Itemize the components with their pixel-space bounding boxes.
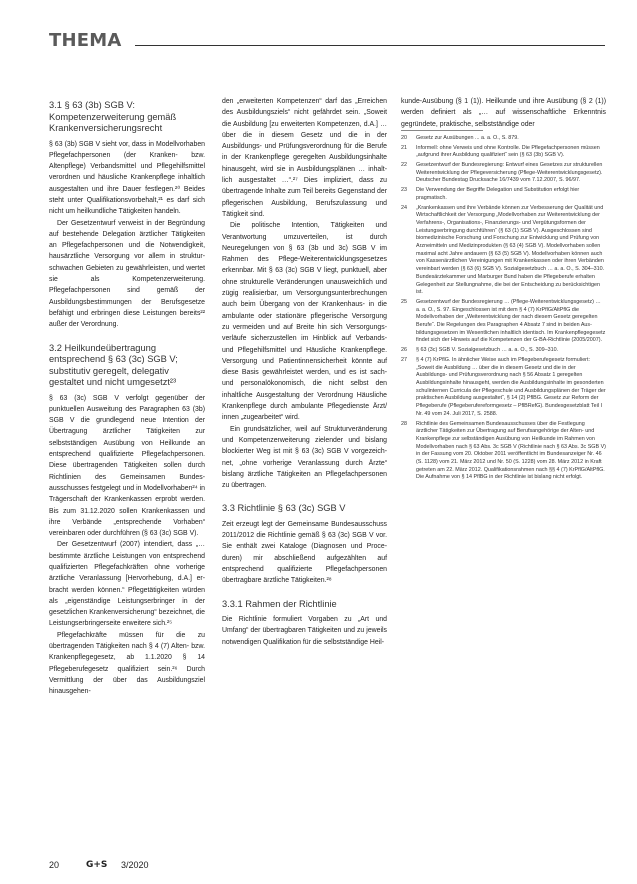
footnote: 21 Informell: ohne Verweis und ohne Kontrolle. Die Pflegefachpersonen müssen „aufgrund ihrer Ausbildung qualifiziert“ sein (§ 63 (3b) SGB V). <box>401 144 600 159</box>
footnote: 28 Richtlinie des Gemeinsamen Bundesausschusses über die Festlegung ärztlicher Tätigkeiten zur Übertragung auf Berufsangehörige der Alten- und Krankenpflege zur selbständigen Ausübung von Heilkunde im Rahmen von Modellvorhaben nach § 63 Abs. 3c SGB V (Richtlinie nach § 63 Abs. 3c SGB V) in der Fassung vom 20. Oktober 2011 veröffentlicht im Bundesanzeiger Nr. 46 (S. 1128) vom 21. März 2012 und Nr. 50 (S. 1228) vom 28. März 2012 in Kraft getreten am 22. März 2012. Qualifikationsrahmen nach §§ 4 (7) KrPflG/AltPflG. Die Aufnahme von § 14 PflBG in der Richtlinie ist bislang nicht erfolgt. <box>401 420 606 481</box>
issue-number: 3/2020 <box>121 860 149 870</box>
footnote-rule <box>401 130 483 131</box>
column-left <box>49 100 205 698</box>
paragraph: § 63 (3b) SGB V sieht vor, dass in Modellvorhaben Pflegefachpersonen (der Kranken- bzw. Altenpflege) Verbandsmittel und Pflegehilfsmittel verordnen und häusliche Krankenpflege inhaltlich ausgestalten und ihre Dauer festlegen.²⁰ Beides steht unter Qualifikationsvorbehalt,²¹ es darf sich nicht um heilkundliche Tätigkeiten handeln. <box>49 140 205 216</box>
heading-3-1: 3.1 § 63 (3b) SGB V: Kompetenzerweiterung gemäß Krankenversicherungsrecht <box>49 100 177 133</box>
footnote: 20 Gesetz zur Ausübungen ... a. a. O., S. 879. <box>401 134 519 141</box>
footnote: 25 Gesetzentwurf der Bundesregierung … (Pflege-Weiterentwicklungsgesetz) … a. a. O., S. 97. Eingeschlossen ist mit dem § 4 (7) KrPflG/AltPflG die Modellvorhaben der „Weiterentwicklung der nach diesem Gesetz geregelten Berufe“. Die Regelungen des Paragraphen 4 Absatz 7 sind in beiden Ausbildungsgesetzen im Wesentlichen inhaltlich identisch. Im Krankenpflegegesetz findet sich der Hinweis auf die Kompetenzen der G-BA-Richtlinie (2005/2007). <box>401 298 606 344</box>
footnote: 22 Gesetzentwurf der Bundesregierung: Entwurf eines Gesetzes zur strukturellen Weiterentwicklung der Pflegeversicherung (Pflege-Weiterentwicklungsgesetz). Deutscher Bundestag Drucksache 16/7439 vom 7.12.2007, S. 96/97. <box>401 162 603 184</box>
paragraph: Zeit erzeugt legt der Gemeinsame Bundesausschuss 2011/2012 die Richtlinie gemäß § 63 (3c) SGB V vor. Sie enthält zwei Kataloge (Diagnosen und Proceduren) mir abschließend aufgezählten auf entsprechend qualifizierte Pflegefachpersonen übertragbare ärztliche Tätigkeiten.²⁸ <box>222 520 387 585</box>
section-title: THEMA <box>49 30 122 51</box>
footnote: 26 § 63 (3c) SGB V. Sozialgesetzbuch … a. a. O., S. 309–310. <box>401 347 559 354</box>
heading-3-2: 3.2 Heilkundeübertragung entsprechend § 63 (3c) SGB V; substitutiv geregelt, delegativ gestaltet und nicht umgesetzt²³ <box>49 342 178 388</box>
heading-3-3: 3.3 Richtlinie § 63 (3c) SGB V <box>222 503 346 514</box>
footnote: 24 „Krankenkassen und ihre Verbände können zur Verbesserung der Qualität und Wirtschaftlichkeit der Versorgung „Modellvorhaben zur Weiterentwicklung der Verfahrens-, Organisations-, Finanzierungs- und Vergütungsformen der Leistungserbringung durchführen“ (§ 63 (1) SGB V). Ausgeschlossen sind biomedizinische Forschung und Forschung zur Entwicklung und Prüfung von Arzneimitteln und Medizinprodukten (§ 63 (4) SGB V). Modellvorhaben sollen maximal acht Jahre andauern (§ 63 (5) SGB V). Modellvorhaben können auch von Kassenärztlichen Vereinigungen mit Krankenkassen oder ihren Verbänden vereinbart werden (§ 63 (6) SGB V). Sozialgesetzbuch … a. a. O., S. 304–310. Bundesärztekammer und Marburger Bund haben die Pflegeberufe erhalten Gelegenheit zur Stellungnahme, die bei der Entscheidung zu berücksichtigen ist. <box>401 204 605 296</box>
footnote: 23 Die Verwendung der Begriffe Delegation und Substitution erfolgt hier pragmatisch. <box>401 187 580 201</box>
page-number: 20 <box>49 860 60 870</box>
column-right <box>401 96 606 484</box>
footnotes <box>401 135 606 482</box>
paragraph: Ein grundsätzlicher, weil auf Strukturveränderung und Kompetenzerweiterung zielender und bislang blockierter Weg ist mit § 63 (3c) SGB V vorgezeichnet, „ohne vorherige Veranlassung durch Ärzte“ bislang ärztliche Tätigkeiten an Pflegefachpersonen zu übertragen. <box>222 425 387 490</box>
journal-logo: G+S <box>86 860 108 870</box>
paragraph: kunde-Ausübung (§ 1 (1)). Heilkunde und ihre Ausübung (§ 2 (1)) werden definiert als „… auf wissenschaftliche Erkenntnis gegründete, praktische, selbstständige oder <box>401 98 606 128</box>
paragraph: Die Richtlinie formuliert Vorgaben zu „Art und Umfang“ der übertragbaren Tätigkeiten und zu jeweils notwendigen Qualifikation für die selbstständige Heil- <box>222 616 387 646</box>
column-middle <box>222 96 387 648</box>
paragraph: Der Gesetzentwurf (2007) intendiert, dass „… bestimmte ärztliche Leistungen von entsprechend qualifizierten Pflegefachkräften ohne vorherige ärztliche Veranlassung [Hervorhebung, d.A.] erbracht werden können.“ Pflegetätigkeiten würden als „eigenständige Leistungserbringer in der gesetzlichen Krankenversicherung“ bezeichnet, die Leistungserbringerseite erweitere sich.²⁵ <box>49 541 205 628</box>
heading-3-3-1: 3.3.1 Rahmen der Richtlinie <box>222 598 337 609</box>
paragraph: den „erweiterten Kompetenzen“ darf das „Erreichen des Ausbildungsziels“ nicht gefährdet sein. „Soweit die Ausbildung [zu erweiterten Kompetenzen, d.A.] … über die in diesem Gesetz und die in der Ausbildungs- und Prüfungsverordnung für die Berufe in der Krankenpflege geregelten Ausbildungsinhalte hinausgeht, wird sie in Ausbildungsplänen … inhaltlich ausgestaltet …“.²⁷ Dies impliziert, dass zu übertragende Inhalte zum Teil bereits Gegenstand der pflegerischen Ausbildung, Berufszulassung und Tätigkeit sind. <box>222 98 387 218</box>
footnote: 27 § 4 (7) KrPflG. In ähnlicher Weise auch im Pflegeberufegesetz formuliert: „Soweit die Ausbildung … über die in diesem Gesetz und die in der Ausbildungs- und Prüfungsverordnung nach § 56 Absatz 1 geregelten Ausbildungsinhalte hinausgeht, werden die Ausbildungsinhalte im gesonderten schulinternen Curricula der Pflegeschule und Ausbildungsplänen der Träger der praktischen Ausbildung ausgestaltet“, § 14 (2) PflBG. Gesetz zur Reform der Pflegeberufe (Pflegeberufereformgesetz – PflBRefG). Bundesgesetzblatt Teil I Nr. 49 vom 24. Juli 2017, S. 2588. <box>401 356 606 417</box>
paragraph: Der Gesetzentwurf verweist in der Begründung auf bestehende Delegation ärztlicher Tätigkeiten an Pflegefachpersonen und die Notwendigkeit, hausärztliche Versorgung vor allem in strukturschwachen Gebieten zu gewährleisten, und wertet sie als Kompetenzerweiterung. Pflegefachpersonen sind gemäß der Ausbildungsbestimmungen der Berufsgesetze befähigt und erbringen diese Leistungen bereits²² außer der Verordnung. <box>49 219 205 329</box>
paragraph: Pflegefachkräfte müssen für die zu übertragenden Tätigkeiten nach § 4 (7) Alten- bzw. Krankenpflegegesetz, ab 1.1.2020 § 14 Pflegeberufegesetz qualifiziert sein.²⁶ Durch Vermittlung der über das Ausbildungsziel hinausgehen- <box>49 631 205 696</box>
paragraph: § 63 (3c) SGB V verfolgt gegenüber der punktuellen Ausweitung des Paragraphen 63 (3b) SGB V die grundlegend neue Intention der Übertragung ärztlicher Tätigkeiten zur selbstständigen Ausübung von Heilkunde an entsprechend qualifizierte Pflegefachpersonen. Diese übertragenden Tätigkeiten sollen durch Richtlinien des Gemeinsamen Bundesausschusses festgelegt und in Modellvorhaben²⁴ in Trägerschaft der Krankenkassen erprobt werden. Bis zum 31.12.2020 sollen Krankenkassen und ihre Verbände „entsprechende Vorhaben“ vereinbaren oder durchführen (§ 63 (3c) SGB V). <box>49 394 205 538</box>
page-header <box>49 30 605 52</box>
paragraph: Die politische Intention, Tätigkeiten und Verantwortung umzuverteilen, ist durch Neuregelungen von § 63 (3b und 3c) SGB V im Rahmen des Pflege-Weiterentwicklungsgesetzes erkennbar. Mit § 63 (3c) SGB V liegt, punktuell, aber ohne strukturelle Veränderungen unausweichlich und zügig realisierbar, um Versorgungsunterbrechungen auch beim Übergang von der Krankenhaus- in die ambulante oder stationäre pflegerische Versorgung zu vermeiden und auf Breite hin sich Versorgungsverläufe sicherzustellen im Hinblick auf Verbands- und Pflegehilfsmittel und Häusliche Krankenpflege. Versorgung und Patientinnensicherheit könnte auf diese Basis gewährleistet werden, und es ist sach- und personalökonomisch, die nicht selbst den inhaltliche Ausgestaltung der Verordnung Häusliche Krankenpflege durch ambulante Pflegedienste Ärzt/ innen „zugearbeitet“ wird. <box>222 222 387 422</box>
header-rule <box>135 45 605 46</box>
